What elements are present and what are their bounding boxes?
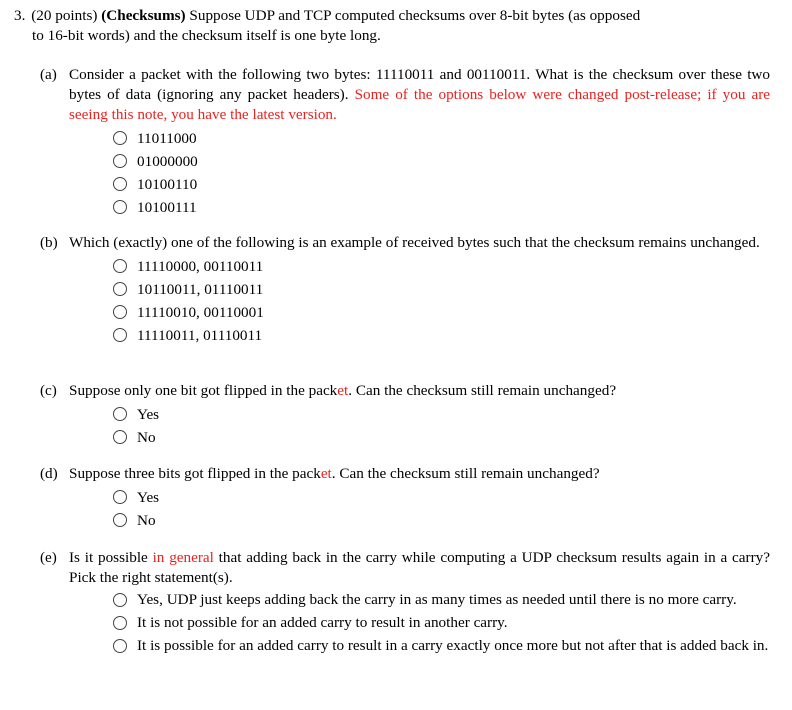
option-label: 10100111 (137, 199, 197, 216)
radio-button-icon[interactable] (113, 259, 127, 273)
part-d-text-red: et (320, 465, 332, 482)
option-a4[interactable] (113, 196, 770, 219)
part-b-prompt (69, 233, 770, 253)
question-header (14, 6, 774, 46)
option-d-no[interactable] (113, 509, 770, 532)
question-text-line2: to 16-bit words) and the checksum itself is one byte long. (32, 27, 381, 44)
part-a-label: (a) (40, 66, 57, 83)
part-b-text: Which (exactly) one of the following is an example of received bytes such that the checksum remains unchanged. (69, 234, 760, 251)
option-a2[interactable] (113, 150, 770, 173)
part-c-text-pre: Suppose only one bit got flipped in the pack (69, 382, 338, 399)
option-b2[interactable] (113, 278, 770, 301)
part-d-label: (d) (40, 465, 58, 482)
part-c-options (113, 403, 770, 449)
option-label: 11110010, 00110001 (137, 304, 264, 321)
part-d-text-pre: Suppose three bits got flipped in the pack (69, 465, 321, 482)
radio-button-icon[interactable] (113, 328, 127, 342)
option-label: 01000000 (137, 153, 198, 170)
part-c (40, 381, 770, 449)
part-a-text: Consider a packet with the following two bytes: 11110011 and 00110011. What is the checksum over these two bytes of data (ignoring any packet headers). (69, 66, 770, 103)
part-c-label: (c) (40, 382, 57, 399)
question-text-line1: Suppose UDP and TCP computed checksums over 8-bit bytes (as opposed (189, 7, 641, 24)
radio-button-icon[interactable] (113, 305, 127, 319)
option-b4[interactable] (113, 324, 770, 347)
option-e3[interactable] (113, 636, 770, 659)
option-a3[interactable] (113, 173, 770, 196)
option-label: 11110011, 01110011 (137, 327, 263, 344)
question-points: (20 points) (31, 7, 98, 24)
part-d-options (113, 486, 770, 532)
radio-button-icon[interactable] (113, 407, 127, 421)
radio-button-icon[interactable] (113, 593, 127, 607)
option-a1[interactable] (113, 127, 770, 150)
radio-button-icon[interactable] (113, 616, 127, 630)
part-d-text-post: . Can the checksum still remain unchanged? (331, 465, 600, 482)
radio-button-icon[interactable] (113, 200, 127, 214)
part-d-prompt (69, 464, 770, 484)
part-e-label: (e) (40, 549, 57, 566)
part-e-options (113, 590, 770, 659)
option-label: Yes, UDP just keeps adding back the carry in as many times as needed until there is no more carry. (137, 591, 737, 608)
radio-button-icon[interactable] (113, 154, 127, 168)
part-c-text-red: et (337, 382, 349, 399)
radio-button-icon[interactable] (113, 490, 127, 504)
option-d-yes[interactable] (113, 486, 770, 509)
option-c-no[interactable] (113, 426, 770, 449)
option-label: 11110000, 00110011 (137, 258, 264, 275)
radio-button-icon[interactable] (113, 430, 127, 444)
option-label: It is possible for an added carry to result in a carry exactly once more but not after that is added back in. (137, 637, 769, 654)
part-a-options (113, 127, 770, 219)
part-e (40, 548, 770, 659)
radio-button-icon[interactable] (113, 513, 127, 527)
part-e-text-red: in general (152, 549, 214, 566)
option-label: 11011000 (137, 130, 197, 147)
part-e-text-post: that adding back in the carry while computing a UDP checksum results again in a carry? Pick the right statement(s). (69, 549, 770, 586)
question-number: 3. (14, 7, 26, 24)
option-label: Yes (137, 489, 160, 506)
part-b (40, 233, 770, 347)
part-b-options (113, 255, 770, 347)
part-c-text-post: . Can the checksum still remain unchanged? (348, 382, 617, 399)
part-a-note: Some of the options below were changed post-release; if you are seeing this note, you have the latest version. (69, 86, 771, 123)
option-label: No (137, 429, 156, 446)
part-e-prompt (69, 548, 770, 588)
part-d (40, 464, 770, 532)
option-c-yes[interactable] (113, 403, 770, 426)
part-b-label: (b) (40, 234, 58, 251)
radio-button-icon[interactable] (113, 282, 127, 296)
part-e-text-pre: Is it possible (69, 549, 153, 566)
question-title: (Checksums) (101, 7, 186, 24)
option-label: No (137, 512, 156, 529)
option-e1[interactable] (113, 590, 770, 613)
radio-button-icon[interactable] (113, 131, 127, 145)
part-a-prompt (69, 65, 770, 125)
option-e2[interactable] (113, 613, 770, 636)
option-b3[interactable] (113, 301, 770, 324)
part-a (40, 65, 770, 219)
option-label: It is not possible for an added carry to result in another carry. (137, 614, 508, 631)
part-c-prompt (69, 381, 770, 401)
radio-button-icon[interactable] (113, 177, 127, 191)
radio-button-icon[interactable] (113, 639, 127, 653)
option-label: 10100110 (137, 176, 198, 193)
option-b1[interactable] (113, 255, 770, 278)
option-label: Yes (137, 406, 160, 423)
option-label: 10110011, 01110011 (137, 281, 264, 298)
